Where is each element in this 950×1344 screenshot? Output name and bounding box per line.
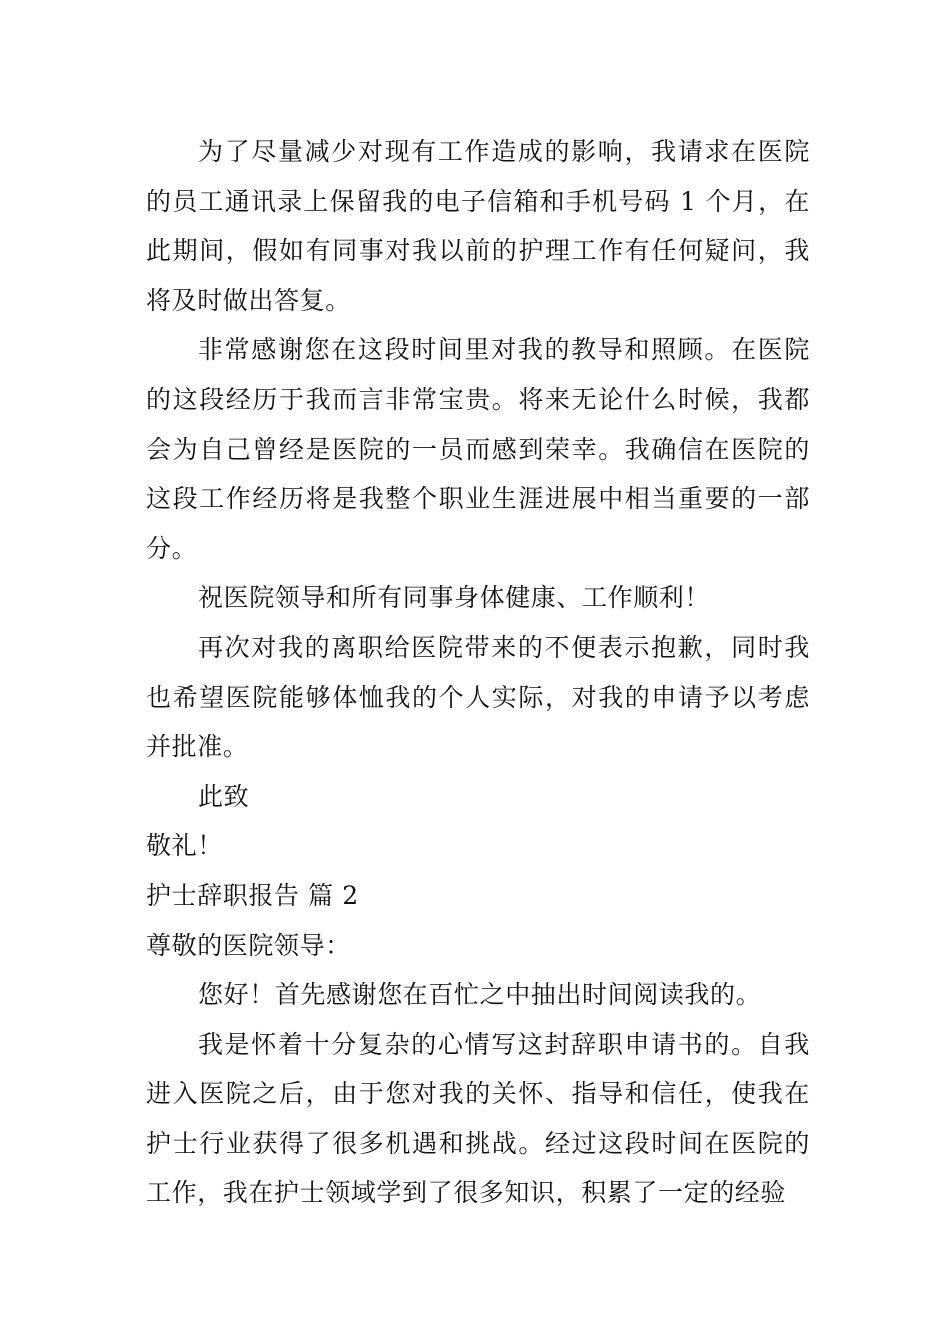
closing-cizhi: 此致 <box>198 781 250 811</box>
closing-jingli: 敬礼！ <box>146 831 223 861</box>
section-heading: 护士辞职报告 篇 2 <box>146 880 359 910</box>
paragraph-contact-retention: 为了尽量减少对现有工作造成的影响，我请求在医院的员工通讯录上保留我的电子信箱和手机号码 1 个月，在此期间，假如有同事对我以前的护理工作有任何疑问，我将及时做出答复。 <box>146 137 810 315</box>
paragraph-resignation-intro: 我是怀着十分复杂的心情写这封辞职申请书的。自我进入医院之后，由于您对我的关怀、指导和信任，使我在护士行业获得了很多机遇和挑战。经过这段时间在医院的工作，我在护士领域学到了很多知识，积累了一定的经验 <box>146 1029 810 1208</box>
paragraph-apology: 再次对我的离职给医院带来的不便表示抱歉，同时我也希望医院能够体恤我的个人实际，对我的申请予以考虑并批准。 <box>146 632 810 762</box>
salutation: 尊敬的医院领导： <box>146 930 351 960</box>
paragraph-gratitude: 非常感谢您在这段时间里对我的教导和照顾。在医院的这段经历于我而言非常宝贵。将来无论什么时候，我都会为自己曾经是医院的一员而感到荣幸。我确信在医院的这段工作经历将是我整个职业生涯进展中相当重要的一部分。 <box>146 335 810 563</box>
document-body <box>146 127 810 1218</box>
paragraph-wishes: 祝医院领导和所有同事身体健康、工作顺利！ <box>198 583 711 613</box>
paragraph-greeting: 您好！首先感谢您在百忙之中抽出时间阅读我的。 <box>198 980 762 1010</box>
